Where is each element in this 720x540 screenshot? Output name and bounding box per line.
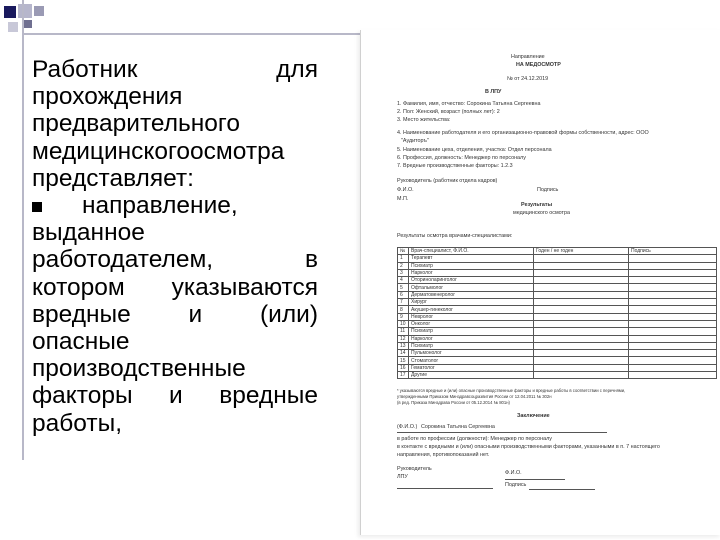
doc-results-intro: Результаты осмотра врачами-специалистами:	[397, 233, 513, 239]
doc-footnote-1: * указываются вредные и (или) опасные производственные факторы и вредные работы в соответствии с перечнями,	[397, 388, 626, 393]
doc-conclusion-line-4: направления, противопоказаний нет.	[397, 452, 490, 458]
slide-text-fragment: представляет:	[32, 164, 194, 192]
table-cell	[534, 269, 629, 276]
table-row	[398, 357, 717, 364]
slide-text-line	[32, 355, 318, 382]
slide-text-line	[32, 301, 318, 328]
slide-text-fragment: предварительного	[32, 110, 240, 138]
table-cell	[629, 357, 717, 364]
table-cell: 7	[398, 299, 409, 306]
table-cell	[629, 335, 717, 342]
doc-conclusion-job: в работе по профессии (должности): Менеджер по персоналу	[397, 436, 552, 442]
table-cell	[534, 284, 629, 291]
doc-fio-label: Ф.И.О.	[397, 187, 414, 193]
doc-footnote-2: утвержденными Приказом Минздравсоцразвития России от 12.04.2011 № 302н	[397, 394, 552, 399]
table-cell: Нарколог	[409, 269, 534, 276]
table-cell: Нарколог	[409, 335, 534, 342]
table-cell: 1	[398, 255, 409, 262]
table-cell	[534, 350, 629, 357]
table-cell	[534, 357, 629, 364]
table-cell: 8	[398, 306, 409, 313]
table-row	[398, 306, 717, 313]
doc-conclusion-title: Заключение	[517, 413, 550, 419]
table-header-cell: Годен / не годен	[534, 248, 629, 255]
table-cell	[629, 277, 717, 284]
table-cell: Онколог	[409, 320, 534, 327]
conclusion-name-line	[397, 432, 607, 433]
table-cell: Офтальмолог	[409, 284, 534, 291]
doc-field-2: 2. Пол: Женский, возраст (полных лет): 2	[397, 109, 500, 115]
table-cell: Другие	[409, 372, 534, 379]
footer-fio-line	[505, 479, 565, 480]
table-row	[398, 372, 717, 379]
table-row	[398, 328, 717, 335]
table-header-cell: Подпись	[629, 248, 717, 255]
table-cell	[629, 342, 717, 349]
table-cell	[629, 284, 717, 291]
specialists-table	[397, 247, 717, 379]
table-cell	[534, 328, 629, 335]
doc-recipient: В ЛПУ	[485, 89, 502, 95]
table-cell: 12	[398, 335, 409, 342]
table-cell: 15	[398, 357, 409, 364]
slide-text-fragment: Работник для	[32, 56, 318, 83]
table-cell	[534, 342, 629, 349]
table-cell	[534, 299, 629, 306]
table-cell	[629, 313, 717, 320]
slide-text-line	[32, 192, 318, 219]
table-cell	[629, 350, 717, 357]
table-cell: Хирург	[409, 299, 534, 306]
slide-text-line	[32, 328, 318, 355]
table-header-row	[398, 248, 717, 255]
table-cell	[534, 255, 629, 262]
table-cell: 10	[398, 320, 409, 327]
table-cell: 3	[398, 269, 409, 276]
table-cell	[629, 320, 717, 327]
doc-header-med: НА МЕДОСМОТР	[516, 62, 561, 68]
table-cell	[629, 262, 717, 269]
table-cell: Невролог	[409, 313, 534, 320]
doc-field-4a: 4. Наименование работодателя и его организационно-правовой формы собственности, адрес: ООО	[397, 130, 649, 136]
slide-text-fragment: производственные	[32, 355, 246, 383]
table-cell: Терапевт	[409, 255, 534, 262]
table-cell: Акушер-гинеколог	[409, 306, 534, 313]
doc-footer-lpu: ЛПУ	[397, 474, 408, 480]
table-cell: 6	[398, 291, 409, 298]
table-cell: Стоматолог	[409, 357, 534, 364]
table-row	[398, 350, 717, 357]
doc-field-1: 1. Фамилия, имя, отчество: Сорокина Татьяна Сергеевна	[397, 101, 541, 107]
table-cell	[629, 306, 717, 313]
table-cell: 14	[398, 350, 409, 357]
referral-document-image	[360, 30, 720, 535]
doc-signer-label: Руководитель (работник отдела кадров)	[397, 178, 498, 184]
slide-text-fragment: медицинскогоосмотра	[32, 137, 285, 165]
table-row	[398, 277, 717, 284]
table-cell	[534, 372, 629, 379]
table-cell: 13	[398, 342, 409, 349]
table-cell	[534, 364, 629, 371]
slide-text-line	[32, 83, 318, 110]
table-cell: 2	[398, 262, 409, 269]
table-row	[398, 255, 717, 262]
table-cell	[534, 320, 629, 327]
table-cell: Пульмонолог	[409, 350, 534, 357]
table-cell	[629, 269, 717, 276]
table-row	[398, 269, 717, 276]
table-cell	[629, 255, 717, 262]
slide-text-line	[32, 138, 318, 165]
doc-conclusion-fio-hint: (Ф.И.О.)	[397, 424, 418, 430]
table-header-cell: Врач-специалист, Ф.И.О.	[409, 248, 534, 255]
table-header-cell: №	[398, 248, 409, 255]
doc-results-subtitle: медицинского осмотра	[513, 210, 571, 216]
table-cell	[629, 372, 717, 379]
table-cell: Психиатр	[409, 262, 534, 269]
table-cell: Психиатр	[409, 328, 534, 335]
slide-text-fragment: работы,	[32, 409, 123, 437]
doc-conclusion-line-3: в контакте с вредными и (или) опасными производственными факторами, указанными в п. 7 настоящего	[397, 444, 660, 450]
doc-field-3: 3. Место жительства:	[397, 117, 451, 123]
table-row	[398, 291, 717, 298]
slide-text-fragment: факторы и вредные	[32, 382, 318, 410]
table-row	[398, 364, 717, 371]
doc-footer-sign: Подпись	[505, 482, 527, 488]
table-cell: 9	[398, 313, 409, 320]
table-cell	[534, 306, 629, 313]
table-cell: 4	[398, 277, 409, 284]
doc-header-top: Направление	[511, 54, 545, 60]
slide-text-line	[32, 219, 318, 246]
doc-field-4b: "Аудиторъ"	[401, 138, 429, 144]
table-cell: Оториноларинголог	[409, 277, 534, 284]
footer-sign-line	[529, 489, 595, 490]
table-cell	[534, 335, 629, 342]
slide-text-line	[32, 246, 318, 273]
table-cell: 17	[398, 372, 409, 379]
table-row	[398, 342, 717, 349]
table-cell	[534, 277, 629, 284]
slide-text-line	[32, 274, 318, 301]
doc-field-6: 6. Профессия, должность: Менеджер по персоналу	[397, 155, 526, 161]
slide-text-fragment: опасные	[32, 328, 130, 356]
table-cell: 5	[398, 284, 409, 291]
table-cell	[534, 291, 629, 298]
table-row	[398, 313, 717, 320]
table-cell	[534, 313, 629, 320]
doc-number-date: № от 24.12.2019	[507, 76, 549, 82]
table-cell: Гематолог	[409, 364, 534, 371]
table-cell: 16	[398, 364, 409, 371]
slide-text-fragment: прохождения	[32, 83, 183, 111]
table-row	[398, 335, 717, 342]
doc-mp-label: М.П.	[397, 196, 409, 202]
slide-vertical-rule	[22, 0, 24, 460]
table-row	[398, 299, 717, 306]
table-cell	[629, 299, 717, 306]
slide-text-line	[32, 110, 318, 137]
slide-text-fragment: направление,	[82, 192, 238, 220]
doc-field-7: 7. Вредные производственные факторы: 1.2.3	[397, 163, 513, 169]
table-cell	[534, 262, 629, 269]
table-cell: 11	[398, 328, 409, 335]
doc-results-title: Результаты	[521, 202, 553, 208]
slide-text-line	[32, 382, 318, 409]
table-cell: Дерматовенеролог	[409, 291, 534, 298]
doc-footer-role: Руководитель	[397, 466, 432, 472]
slide-text-fragment: вредные и (или)	[32, 300, 318, 328]
slide-text-line	[32, 165, 318, 192]
table-cell: Психиатр	[409, 342, 534, 349]
table-row	[398, 320, 717, 327]
square-bullet-icon	[32, 202, 42, 212]
doc-field-5: 5. Наименование цеха, отделения, участка: Отдел персонала	[397, 147, 552, 153]
doc-footnote-3: (в ред. Приказа Минздрава России от 05.12.2014 № 801н)	[397, 400, 510, 405]
slide-text-line	[32, 56, 318, 83]
table-cell	[629, 291, 717, 298]
table-cell	[629, 328, 717, 335]
slide-text-fragment: работодателем, в	[32, 246, 318, 274]
slide-text-fragment: котором указываются	[32, 273, 318, 301]
table-row	[398, 262, 717, 269]
doc-sign-label: Подпись	[537, 187, 559, 193]
table-cell	[629, 364, 717, 371]
slide-text-line	[32, 410, 318, 437]
footer-role-line	[397, 488, 493, 489]
slide-text-fragment: выданное	[32, 219, 145, 247]
slide-body-text	[32, 56, 318, 437]
table-row	[398, 284, 717, 291]
doc-conclusion-name: Сорокина Татьяна Сергеевна	[421, 424, 495, 430]
doc-footer-fio: Ф.И.О.	[505, 470, 522, 476]
